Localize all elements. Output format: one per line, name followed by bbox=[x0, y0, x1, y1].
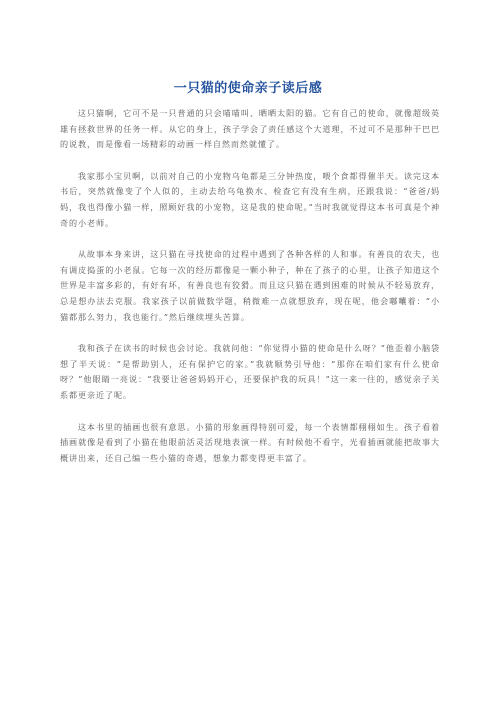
paragraph: 从故事本身来讲，这只猫在寻找使命的过程中遇到了各种各样的人和事。有善良的农夫，也有调皮捣蛋的小老鼠。它每一次的经历都像是一颗小种子，种在了孩子的心里，让孩子知道这个世界是丰富多彩的，有好有坏，有善良也有狡猾。而且这只猫在遇到困难的时候从不轻易放弃，总是想办法去克服。我家孩子以前做数学题，稍微难一点就想放弃，现在呢，他会嘟囔着：“小猫都那么努力，我也能行。”然后继续埋头苦算。 bbox=[60, 249, 440, 322]
document-body bbox=[60, 106, 440, 482]
document-title: 一只猫的使命亲子读后感 bbox=[173, 81, 323, 96]
paragraph: 我家那小宝贝啊，以前对自己的小宠物乌龟都是三分钟热度，喂个食都得催半天。读完这本书后，突然就像变了个人似的，主动去给乌龟换水、检查它有没有生病，还跟我说：“爸爸/妈妈，我也得像小猫一样，照顾好我的小宠物，这是我的使命呢。”当时我就觉得这本书可真是个神奇的小老师。 bbox=[60, 170, 440, 228]
paragraph: 这本书里的插画也很有意思。小猫的形象画得特别可爱，每一个表情都栩栩如生。孩子看着插画就像是看到了小猫在他眼前活灵活现地表演一样。有时候他不看字，光看插画就能把故事大概讲出来，还自己编一些小猫的奇遇，想象力都变得更丰富了。 bbox=[60, 421, 440, 463]
paragraph: 这只猫啊，它可不是一只普通的只会喵喵叫、晒晒太阳的猫。它有自己的使命，就像超级英雄有拯救世界的任务一样。从它的身上，孩子学会了责任感这个大道理，不过可不是那种干巴巴的说教，而是像看一场精彩的动画一样自然而然就懂了。 bbox=[60, 108, 440, 150]
paragraph: 我和孩子在读书的时候也会讨论。我就问他：“你觉得小猫的使命是什么呀？”他歪着小脑袋想了半天说：“是帮助别人，还有保护它的家。”我就顺势引导他：“那你在咱们家有什么使命呀？”他眼睛一亮说：“我要让爸爸妈妈开心，还要保护我的玩具！”这一来一往的，感觉亲子关系都更亲近了呢。 bbox=[60, 343, 440, 400]
